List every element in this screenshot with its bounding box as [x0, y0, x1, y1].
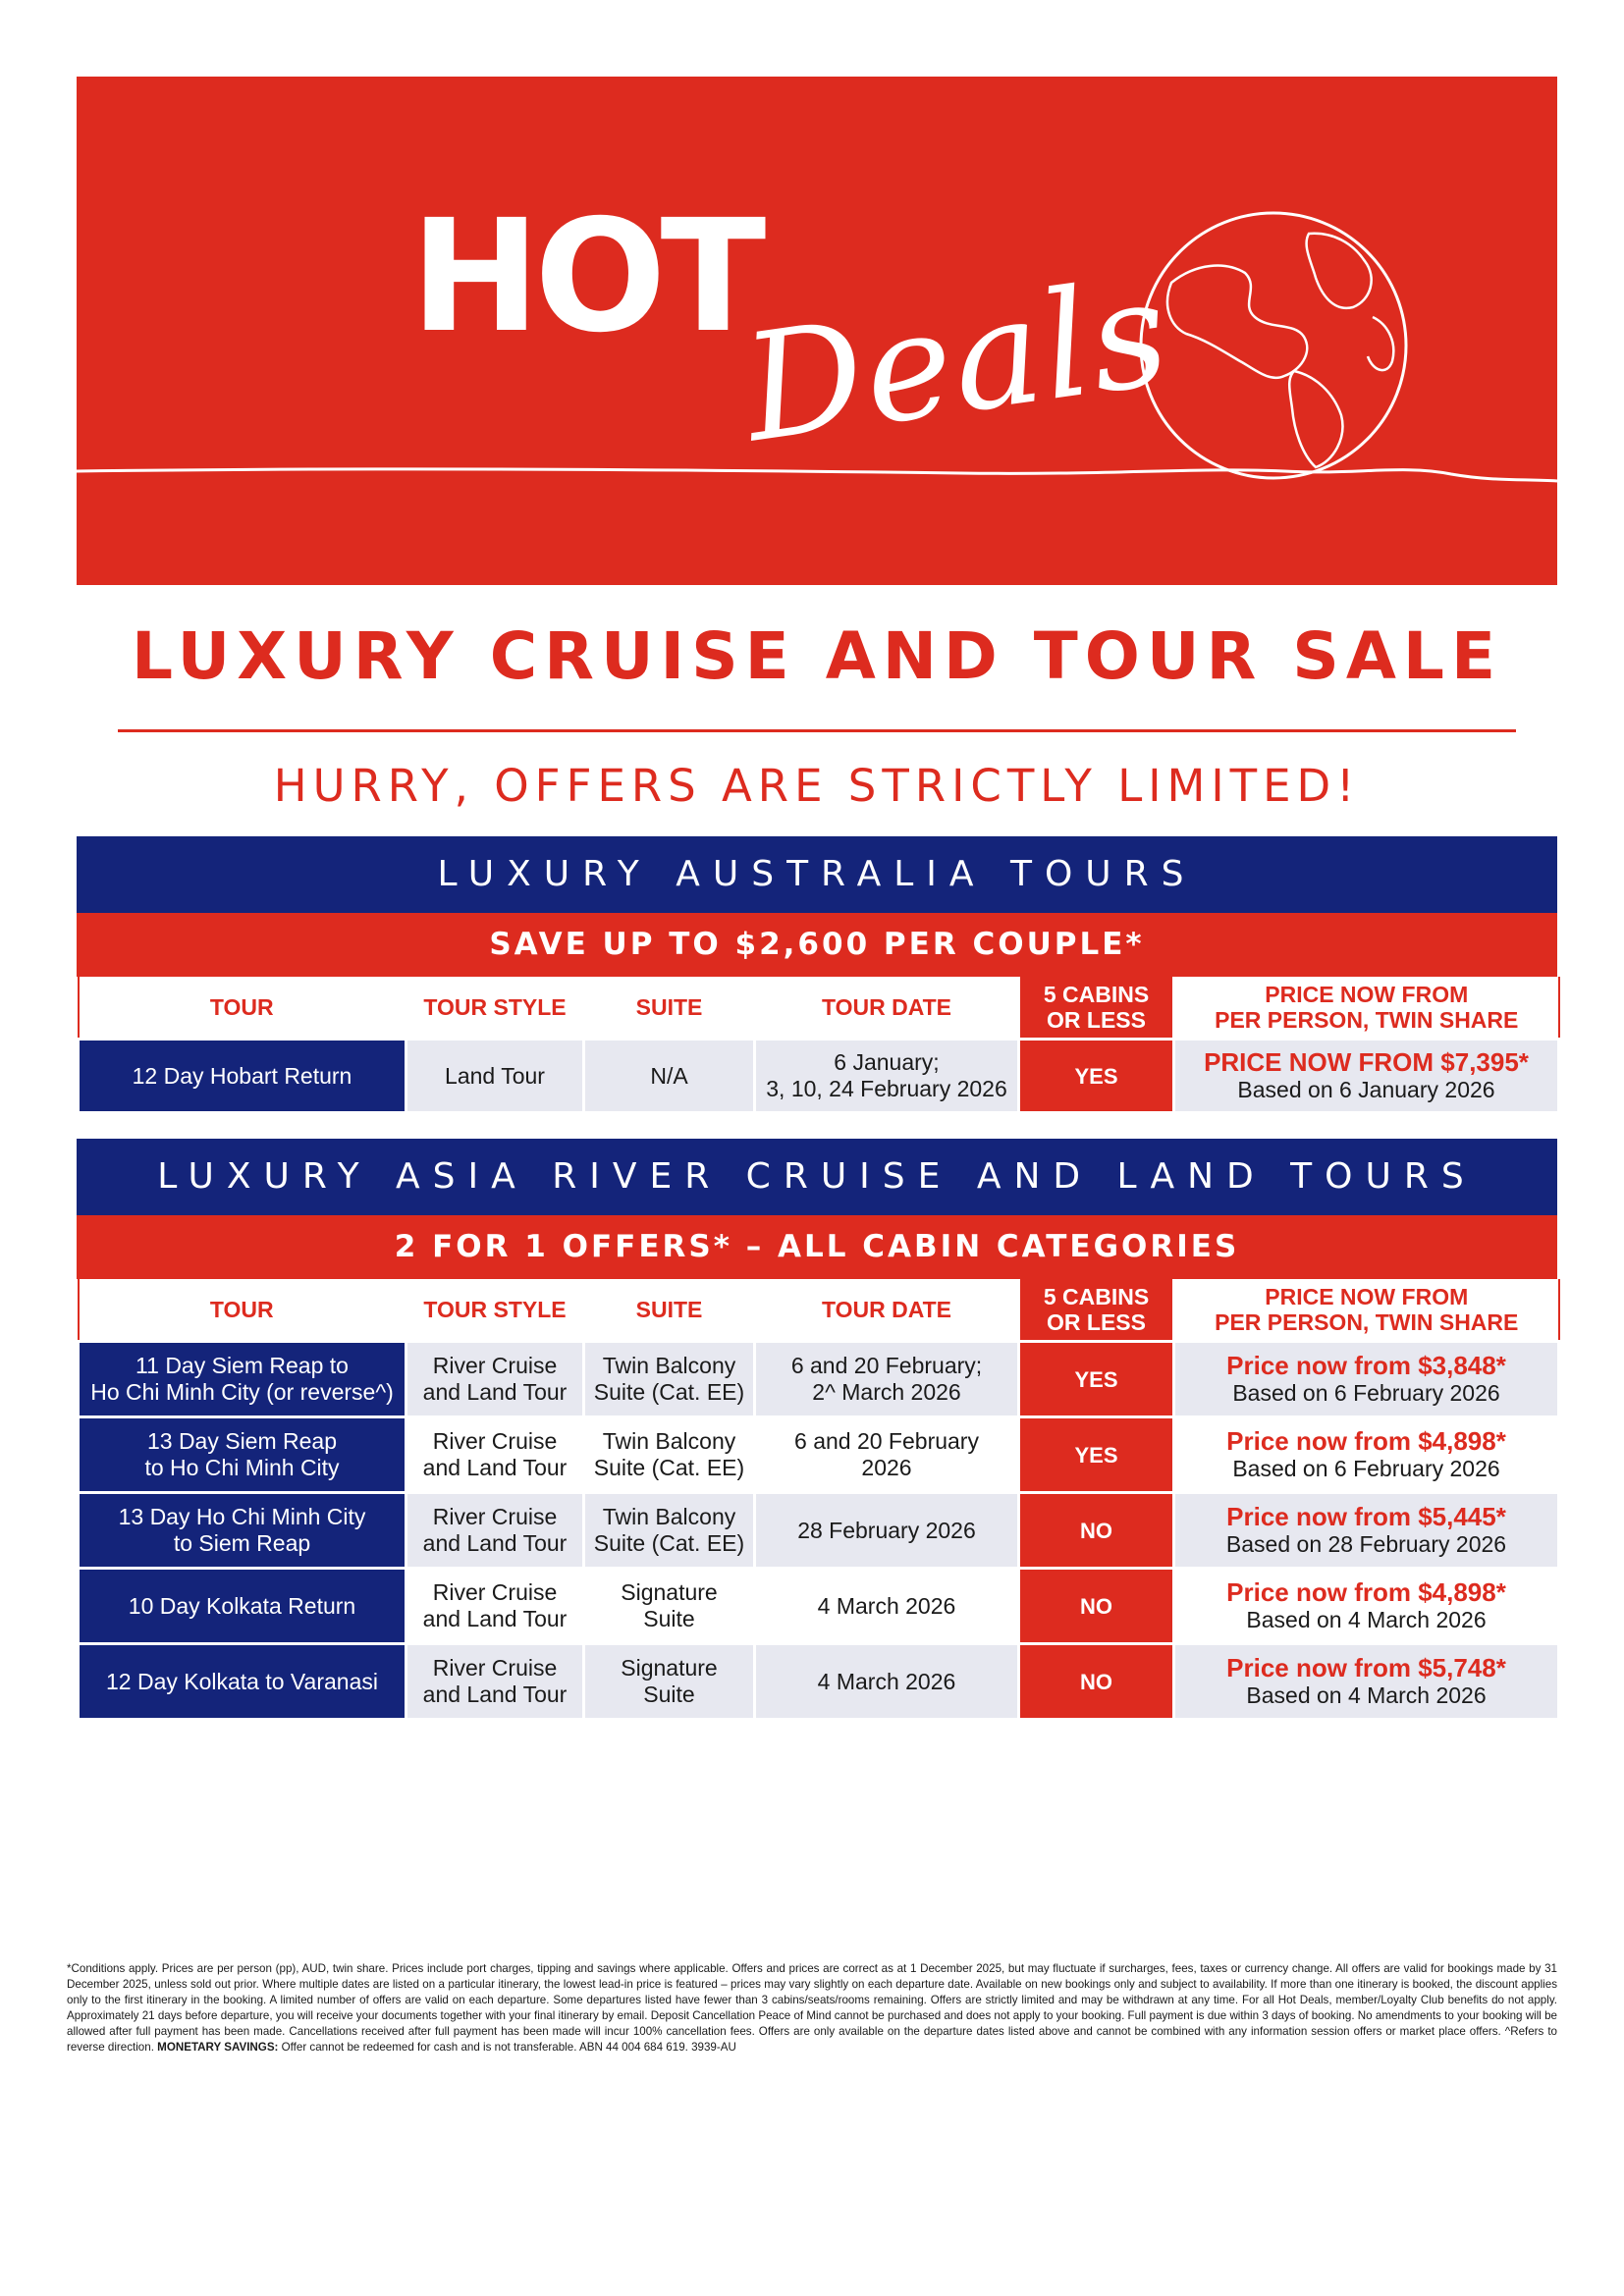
section-title: LUXURY AUSTRALIA TOURS	[77, 836, 1557, 913]
price-basis: Based on 6 January 2026	[1237, 1077, 1495, 1102]
logo-hot-text: HOT	[410, 187, 761, 367]
section-offer: 2 FOR 1 OFFERS* – ALL CABIN CATEGORIES	[77, 1215, 1557, 1279]
tour-style	[406, 1040, 584, 1113]
cabins-badge: NO	[1019, 1569, 1174, 1644]
cell-line: Suite (Cat. EE)	[593, 1455, 745, 1480]
cell-line: 2026	[861, 1455, 912, 1480]
cell-line: 6 and 20 February	[794, 1428, 979, 1454]
price-now: Price now from $4,898*	[1226, 1577, 1506, 1607]
header-tour	[79, 1279, 406, 1342]
price-now: PRICE NOW FROM $7,395*	[1204, 1047, 1529, 1077]
cell-line: 4 March 2026	[817, 1592, 956, 1619]
header-suite	[584, 977, 755, 1040]
cell-line: and Land Tour	[422, 1682, 568, 1707]
australia-tours-table	[77, 977, 1560, 1114]
cabins-badge: YES	[1019, 1040, 1174, 1113]
cell-line: Twin Balcony	[602, 1428, 736, 1454]
price-cell	[1174, 1644, 1559, 1720]
cell-line: 2^ March 2026	[812, 1379, 961, 1405]
suite	[584, 1342, 755, 1417]
header-price	[1174, 1279, 1559, 1342]
price-cell	[1174, 1493, 1559, 1569]
cell-line: PRICE NOW FROM	[1265, 1284, 1469, 1309]
price-now: Price now from $3,848*	[1226, 1351, 1506, 1380]
suite	[584, 1569, 755, 1644]
cell-line: Ho Chi Minh City (or reverse^)	[90, 1379, 394, 1405]
header-tour-style	[406, 1279, 584, 1342]
cell-line: Land Tour	[445, 1062, 545, 1089]
price-basis: Based on 6 February 2026	[1232, 1380, 1500, 1406]
cell-line: Suite (Cat. EE)	[593, 1530, 745, 1556]
tour-name	[79, 1417, 406, 1493]
table-body	[79, 1342, 1559, 1720]
cell-line: N/A	[650, 1062, 688, 1089]
tour-date	[755, 1342, 1019, 1417]
cell-line: and Land Tour	[422, 1379, 568, 1405]
tour-name	[79, 1644, 406, 1720]
table-header-row	[79, 977, 1559, 1040]
header-tour-date	[755, 1279, 1019, 1342]
header-price	[1174, 977, 1559, 1040]
tour-name	[79, 1040, 406, 1113]
asia-tours-table	[77, 1279, 1560, 1721]
header-cabins	[1019, 977, 1174, 1040]
cell-line: TOUR DATE	[821, 1297, 952, 1322]
table-row	[79, 1644, 1559, 1720]
cell-line: River Cruise	[432, 1579, 558, 1605]
cell-line: and Land Tour	[422, 1530, 568, 1556]
cell-line: TOUR DATE	[821, 994, 952, 1020]
header-tour	[79, 977, 406, 1040]
tour-date	[755, 1569, 1019, 1644]
table-row	[79, 1040, 1559, 1113]
table-header-row	[79, 1279, 1559, 1342]
cell-line: 5 CABINS	[1043, 982, 1150, 1007]
cell-line: 28 February 2026	[797, 1517, 976, 1543]
suite	[584, 1040, 755, 1113]
tour-style	[406, 1569, 584, 1644]
cell-line: Twin Balcony	[602, 1353, 736, 1378]
cabins-badge: YES	[1019, 1417, 1174, 1493]
price-basis: Based on 4 March 2026	[1246, 1607, 1487, 1632]
price-basis: Based on 4 March 2026	[1246, 1682, 1487, 1708]
australia-tours-section	[77, 836, 1557, 1114]
cell-line: PER PERSON, TWIN SHARE	[1215, 1007, 1519, 1033]
cell-line: PER PERSON, TWIN SHARE	[1215, 1309, 1519, 1335]
cell-line: 12 Day Kolkata to Varanasi	[105, 1668, 378, 1694]
cell-line: River Cruise	[432, 1353, 558, 1378]
price-cell	[1174, 1342, 1559, 1417]
tour-style	[406, 1493, 584, 1569]
price-basis: Based on 28 February 2026	[1225, 1531, 1507, 1557]
cabins-badge: NO	[1019, 1493, 1174, 1569]
table-row	[79, 1417, 1559, 1493]
section-offer: SAVE UP TO $2,600 PER COUPLE*	[77, 913, 1557, 977]
cell-line: 13 Day Siem Reap	[146, 1428, 338, 1454]
cell-line: and Land Tour	[422, 1606, 568, 1631]
tour-name	[79, 1342, 406, 1417]
tour-date	[755, 1417, 1019, 1493]
cell-line: OR LESS	[1047, 1007, 1146, 1033]
headline-divider	[118, 729, 1516, 732]
cell-line: and Land Tour	[422, 1455, 568, 1480]
suite	[584, 1417, 755, 1493]
cell-line: River Cruise	[432, 1504, 558, 1529]
cell-line: Suite (Cat. EE)	[593, 1379, 745, 1405]
cell-line: Twin Balcony	[602, 1504, 736, 1529]
terms-bold-label: MONETARY SAVINGS:	[157, 2041, 279, 2054]
terms-and-conditions	[67, 1961, 1557, 2056]
cell-line: 6 January;	[834, 1049, 940, 1075]
cell-line: 12 Day Hobart Return	[132, 1062, 352, 1089]
table-row	[79, 1569, 1559, 1644]
table-body	[79, 1040, 1559, 1113]
suite	[584, 1493, 755, 1569]
cell-line: to Ho Chi Minh City	[144, 1455, 340, 1480]
price-now: Price now from $5,445*	[1226, 1502, 1506, 1531]
cabins-badge: YES	[1019, 1342, 1174, 1417]
cell-line: to Siem Reap	[173, 1530, 311, 1556]
price-cell	[1174, 1040, 1559, 1113]
tour-name	[79, 1569, 406, 1644]
terms-text: *Conditions apply. Prices are per person (pp), AUD, twin share. Prices include port charges, tipping and savings where applicable. Offers and prices are correct as at 1 December 2025, but may fluctuate if surcharges, fees, taxes or currency change. All offers are valid for bookings made by 31 December 2025, unless sold out prior. Where multiple dates are listed on a particular itinerary, the lowest lead-in price is featured – prices may vary slightly on each departure date. Available on new bookings only and subject to availability. If more than one itinerary is booked, the discount applies only to the first itinerary in the booking. A limited number of offers are valid on each departure. Some departures listed have fewer than 3 cabins/seats/rooms remaining. Offers are strictly limited and may be withdrawn at any time. For all Hot Deals, member/Loyalty Club benefits do not apply. Approximately 21 days before departure, you will receive your documents together with your final itinerary by email. Deposit Cancellation Peace of Mind cannot be purchased and does not apply to your booking. Full payment is due within 3 days of booking. No amendments to your booking will be allowed after full payment has been made. Cancellations received after full payment has been made will incur 100% cancellation fees. Offers are only available on the departure dates listed above and cannot be combined with any information session offers or market place offers. ^Refers to reverse direction.	[67, 1962, 1557, 2054]
cell-line: SUITE	[635, 994, 703, 1020]
cell-line: Signature	[621, 1579, 718, 1605]
tour-style	[406, 1644, 584, 1720]
header-tour-style	[406, 977, 584, 1040]
cell-line: 5 CABINS	[1043, 1284, 1150, 1309]
price-cell	[1174, 1417, 1559, 1493]
cell-line: 3, 10, 24 February 2026	[766, 1076, 1007, 1101]
cell-line: TOUR	[209, 1297, 274, 1322]
cell-line: 6 and 20 February;	[790, 1353, 983, 1378]
cell-line: 13 Day Ho Chi Minh City	[118, 1504, 366, 1529]
header-suite	[584, 1279, 755, 1342]
cell-line: 4 March 2026	[817, 1668, 956, 1694]
price-cell	[1174, 1569, 1559, 1644]
cell-line: Suite	[643, 1606, 695, 1631]
tour-date	[755, 1644, 1019, 1720]
cell-line: Signature	[621, 1655, 718, 1681]
cell-line: TOUR	[209, 994, 274, 1020]
hot-deals-banner	[77, 77, 1557, 585]
cell-line: TOUR STYLE	[423, 1297, 567, 1322]
cell-line: 10 Day Kolkata Return	[128, 1592, 356, 1619]
cell-line: Suite	[643, 1682, 695, 1707]
price-basis: Based on 6 February 2026	[1232, 1456, 1500, 1481]
cell-line: OR LESS	[1047, 1309, 1146, 1335]
cell-line: River Cruise	[432, 1428, 558, 1454]
table-row	[79, 1493, 1559, 1569]
header-cabins	[1019, 1279, 1174, 1342]
cell-line: TOUR STYLE	[423, 994, 567, 1020]
section-title: LUXURY ASIA RIVER CRUISE AND LAND TOURS	[77, 1139, 1557, 1215]
cell-line: SUITE	[635, 1297, 703, 1322]
cabins-badge: NO	[1019, 1644, 1174, 1720]
cell-line: PRICE NOW FROM	[1265, 982, 1469, 1007]
tour-name	[79, 1493, 406, 1569]
suite	[584, 1644, 755, 1720]
tour-date	[755, 1040, 1019, 1113]
terms-tail: Offer cannot be redeemed for cash and is not transferable. ABN 44 004 684 619. 3939-AU	[281, 2041, 736, 2054]
logo-deals-script: Deals	[734, 246, 1180, 476]
cell-line: 11 Day Siem Reap to	[135, 1353, 349, 1378]
table-row	[79, 1342, 1559, 1417]
sale-subheadline: HURRY, OFFERS ARE STRICTLY LIMITED!	[273, 760, 1361, 812]
asia-tours-section	[77, 1139, 1557, 1721]
sale-headline: LUXURY CRUISE AND TOUR SALE	[131, 618, 1503, 694]
tour-style	[406, 1342, 584, 1417]
price-now: Price now from $5,748*	[1226, 1653, 1506, 1682]
tour-style	[406, 1417, 584, 1493]
price-now: Price now from $4,898*	[1226, 1426, 1506, 1456]
cell-line: River Cruise	[432, 1655, 558, 1681]
header-tour-date	[755, 977, 1019, 1040]
tour-date	[755, 1493, 1019, 1569]
